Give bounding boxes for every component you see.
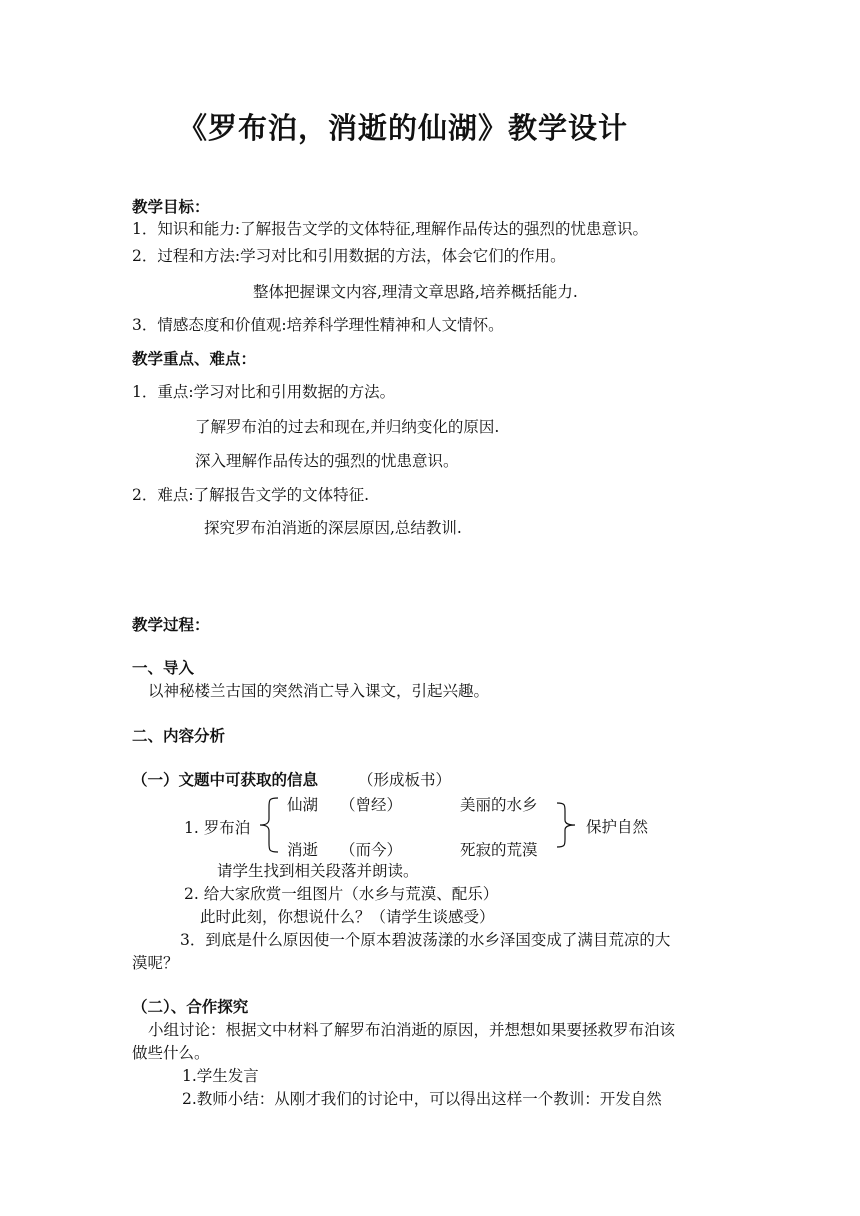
goal-item-2: 2．过程和方法:学习对比和引用数据的方法，体会它们的作用。 [132,247,566,265]
board-top-desc: 美丽的水乡 [460,796,538,814]
analysis-heading: 二、内容分析 [132,726,226,745]
read-aloud-text: 请学生找到相关段落并朗读。 [217,862,419,880]
board-top-term: 仙湖 [287,796,319,814]
board-bottom-term: 消逝 [287,841,319,859]
intro-text: 以神秘楼兰古国的突然消亡导入课文，引起兴趣。 [148,682,490,700]
focus-item-1: 1．重点:学习对比和引用数据的方法。 [132,383,396,401]
group-discussion-cont: 做些什么。 [132,1044,210,1062]
focus-item-1-cont2: 深入理解作品传达的强烈的忧患意识。 [195,452,459,470]
board-label: 1. 罗布泊 [184,819,251,837]
subsection-1-note: （形成板书） [358,771,452,789]
step-2-cont: 此时此刻，你想说什么？（请学生谈感受） [200,908,495,926]
step-3: 3．到底是什么原因使一个原本碧波荡漾的水乡泽国变成了满目荒凉的大 [180,931,671,949]
board-bottom-time: （而今） [340,841,403,859]
teacher-summary: 2.教师小结：从刚才我们的讨论中，可以得出这样一个教训：开发自然 [182,1090,662,1108]
student-speech: 1.学生发言 [182,1067,259,1085]
focus-item-1-cont: 了解罗布泊的过去和现在,并归纳变化的原因. [195,418,500,436]
left-brace [254,795,284,855]
goal-item-3: 3．情感态度和价值观:培养科学理性精神和人文情怀。 [132,316,504,334]
board-conclusion: 保护自然 [586,818,649,836]
page-title: 《罗布泊，消逝的仙湖》教学设计 [178,111,629,145]
group-discussion: 小组讨论：根据文中材料了解罗布泊消逝的原因，并想想如果要拯救罗布泊该 [148,1021,676,1039]
focus-item-2: 2．难点:了解报告文学的文体特征. [132,486,370,504]
board-bottom-desc: 死寂的荒漠 [460,841,538,859]
step-2: 2. 给大家欣赏一组图片（水乡与荒漠、配乐） [184,885,499,903]
subsection-1-heading: （一）文题中可获取的信息 [132,770,319,789]
goal-item-2-cont: 整体把握课文内容,理清文章思路,培养概括能力. [253,283,578,301]
goal-item-1: 1．知识和能力:了解报告文学的文体特征,理解作品传达的强烈的忧患意识。 [132,220,649,238]
subsection-2-heading: （二）、合作探究 [132,997,249,1016]
board-top-time: （曾经） [340,796,403,814]
focus-heading: 教学重点、难点： [132,349,257,368]
process-heading: 教学过程： [132,615,210,634]
goals-heading: 教学目标： [132,197,210,216]
intro-heading: 一、导入 [132,658,195,677]
step-3-cont: 漠呢？ [132,954,179,972]
focus-item-2-cont: 探究罗布泊消逝的深层原因,总结教训. [204,519,462,537]
right-brace [553,800,583,850]
